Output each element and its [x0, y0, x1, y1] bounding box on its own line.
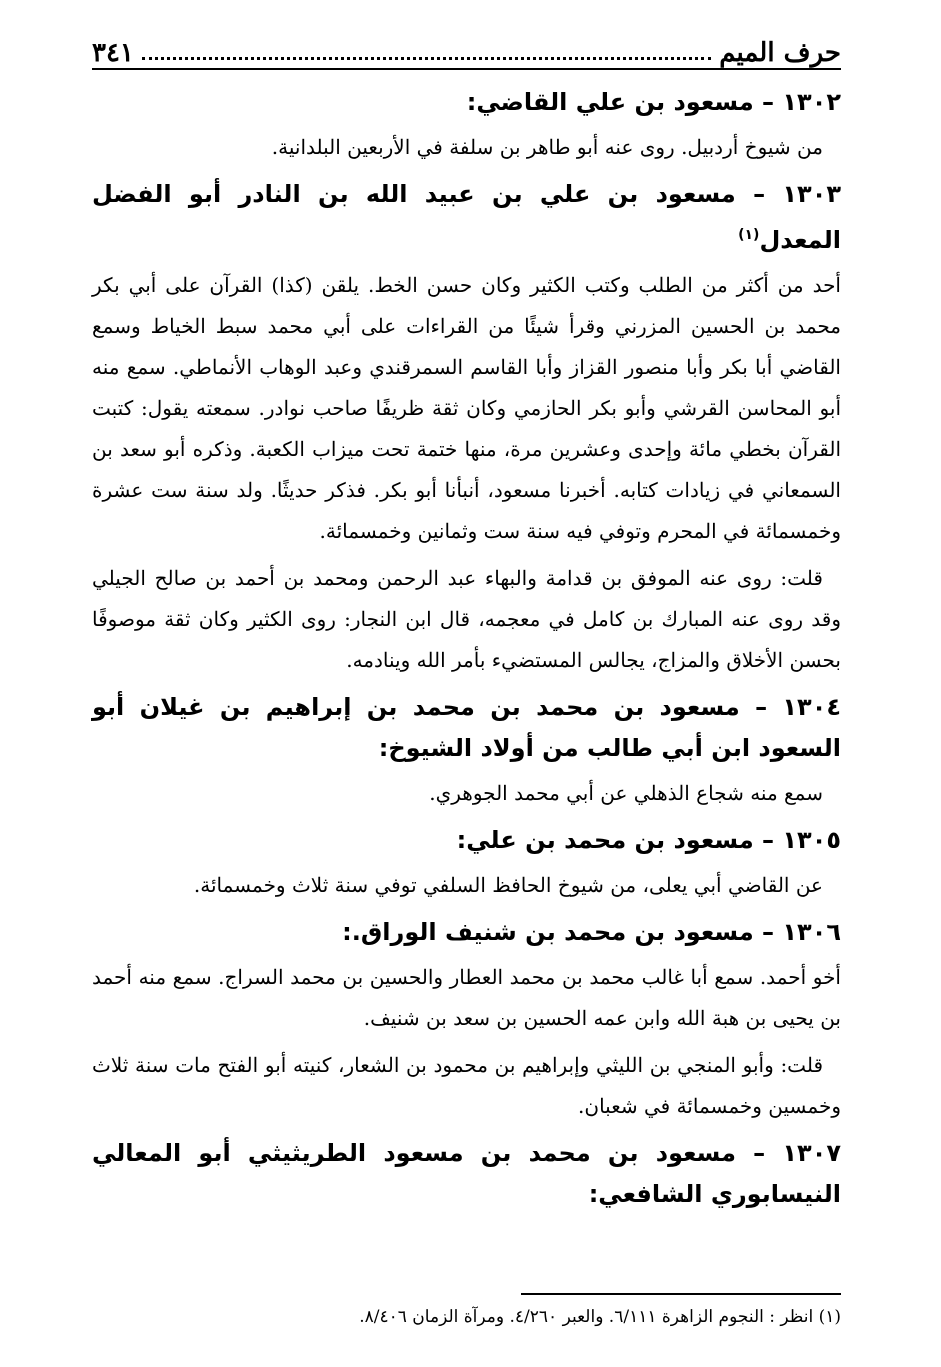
chapter-title: حرف الميم [719, 38, 841, 68]
entry-paragraph: أحد من أكثر من الطلب وكتب الكثير وكان حسن الخط. يلقن (كذا) القرآن على أبي بكر محمد بن الحسين المزرني وقرأ شيئًا من القراءات على أبي محمد سبط الخياط وسمع القاضي أبا بكر وأبا منصور القزاز وأبا القاسم السمرقندي وعبد الوهاب الأنماطي. سمع منه أبو المحاسن القرشي وأبو بكر الحازمي وكان ثقة ظريفًا صاحب نوادر. سمعته يقول: كتبت القرآن بخطي مائة وإحدى وعشرين مرة، منها ختمة تحت ميزاب الكعبة. وذكره أبو سعد بن السمعاني في زيادات كتابه. أخبرنا مسعود، أنبأنا أبو بكر. فذكر حديثًا. ولد سنة ست عشرة وخمسمائة في المحرم وتوفي فيه سنة ست وثمانين وخمسمائة. [92, 273, 841, 543]
entry-heading: ١٣٠٤ – مسعود بن محمد بن محمد بن إبراهيم بن غيلان أبو السعود ابن أبي طالب من أولاد الشيوخ: [92, 693, 841, 762]
entry-heading: ١٣٠٧ – مسعود بن محمد بن مسعود الطريثيثي أبو المعالي النيسابوري الشافعي: [92, 1139, 841, 1208]
entry-paragraph: قلت: وأبو المنجي بن الليثي وإبراهيم بن محمود بن الشعار، كنيته أبو الفتح مات سنة ثلاث وخمسين وخمسمائة في شعبان. [92, 1053, 841, 1118]
footnote-divider [521, 1293, 841, 1295]
page-body [92, 82, 841, 1215]
entry-heading: ١٣٠٣ – مسعود بن علي بن عبيد الله بن النادر أبو الفضل المعدل$^{(١)}$ [92, 180, 841, 254]
entry-paragraph: أخو أحمد. سمع أبا غالب محمد بن محمد العطار والحسين بن محمد السراج. سمع منه أحمد بن يحيى بن هبة الله وابن عمه الحسين بن سعد بن شنيف. [92, 965, 841, 1030]
entry-heading: ١٣٠٢ – مسعود بن علي القاضي: [466, 88, 841, 116]
entry-paragraph: سمع منه شجاع الذهلي عن أبي محمد الجوهري. [429, 781, 823, 805]
entry-paragraph: من شيوخ أردبيل. روى عنه أبو طاهر بن سلفة في الأربعين البلدانية. [271, 135, 823, 159]
page-number: ٣٤١ [92, 38, 134, 68]
footnote: (١) انظر : النجوم الزاهرة ٦/١١١. والعبر ٤/٢٦٠. ومرآة الزمان ٨/٤٠٦. [359, 1307, 841, 1327]
header-leader-dots [142, 56, 711, 60]
entry-heading: ١٣٠٥ – مسعود بن محمد بن علي: [456, 826, 841, 854]
entry-paragraph: قلت: روى عنه الموفق بن قدامة والبهاء عبد الرحمن ومحمد بن أحمد بن صالح الجيلي وقد روى عنه المبارك بن كامل في معجمه، قال ابن النجار: روى الكثير وكان ثقة موصوفًا بحسن الأخلاق والمزاج، يجالس المستضيء بأمر الله وينادمه. [92, 566, 841, 672]
entry-heading: ١٣٠٦ – مسعود بن محمد بن شنيف الوراق.: [342, 918, 841, 946]
footnote-marker: (١) [738, 227, 760, 243]
page-header [92, 28, 841, 70]
entry-paragraph: عن القاضي أبي يعلى، من شيوخ الحافظ السلفي توفي سنة ثلاث وخمسمائة. [193, 873, 823, 897]
